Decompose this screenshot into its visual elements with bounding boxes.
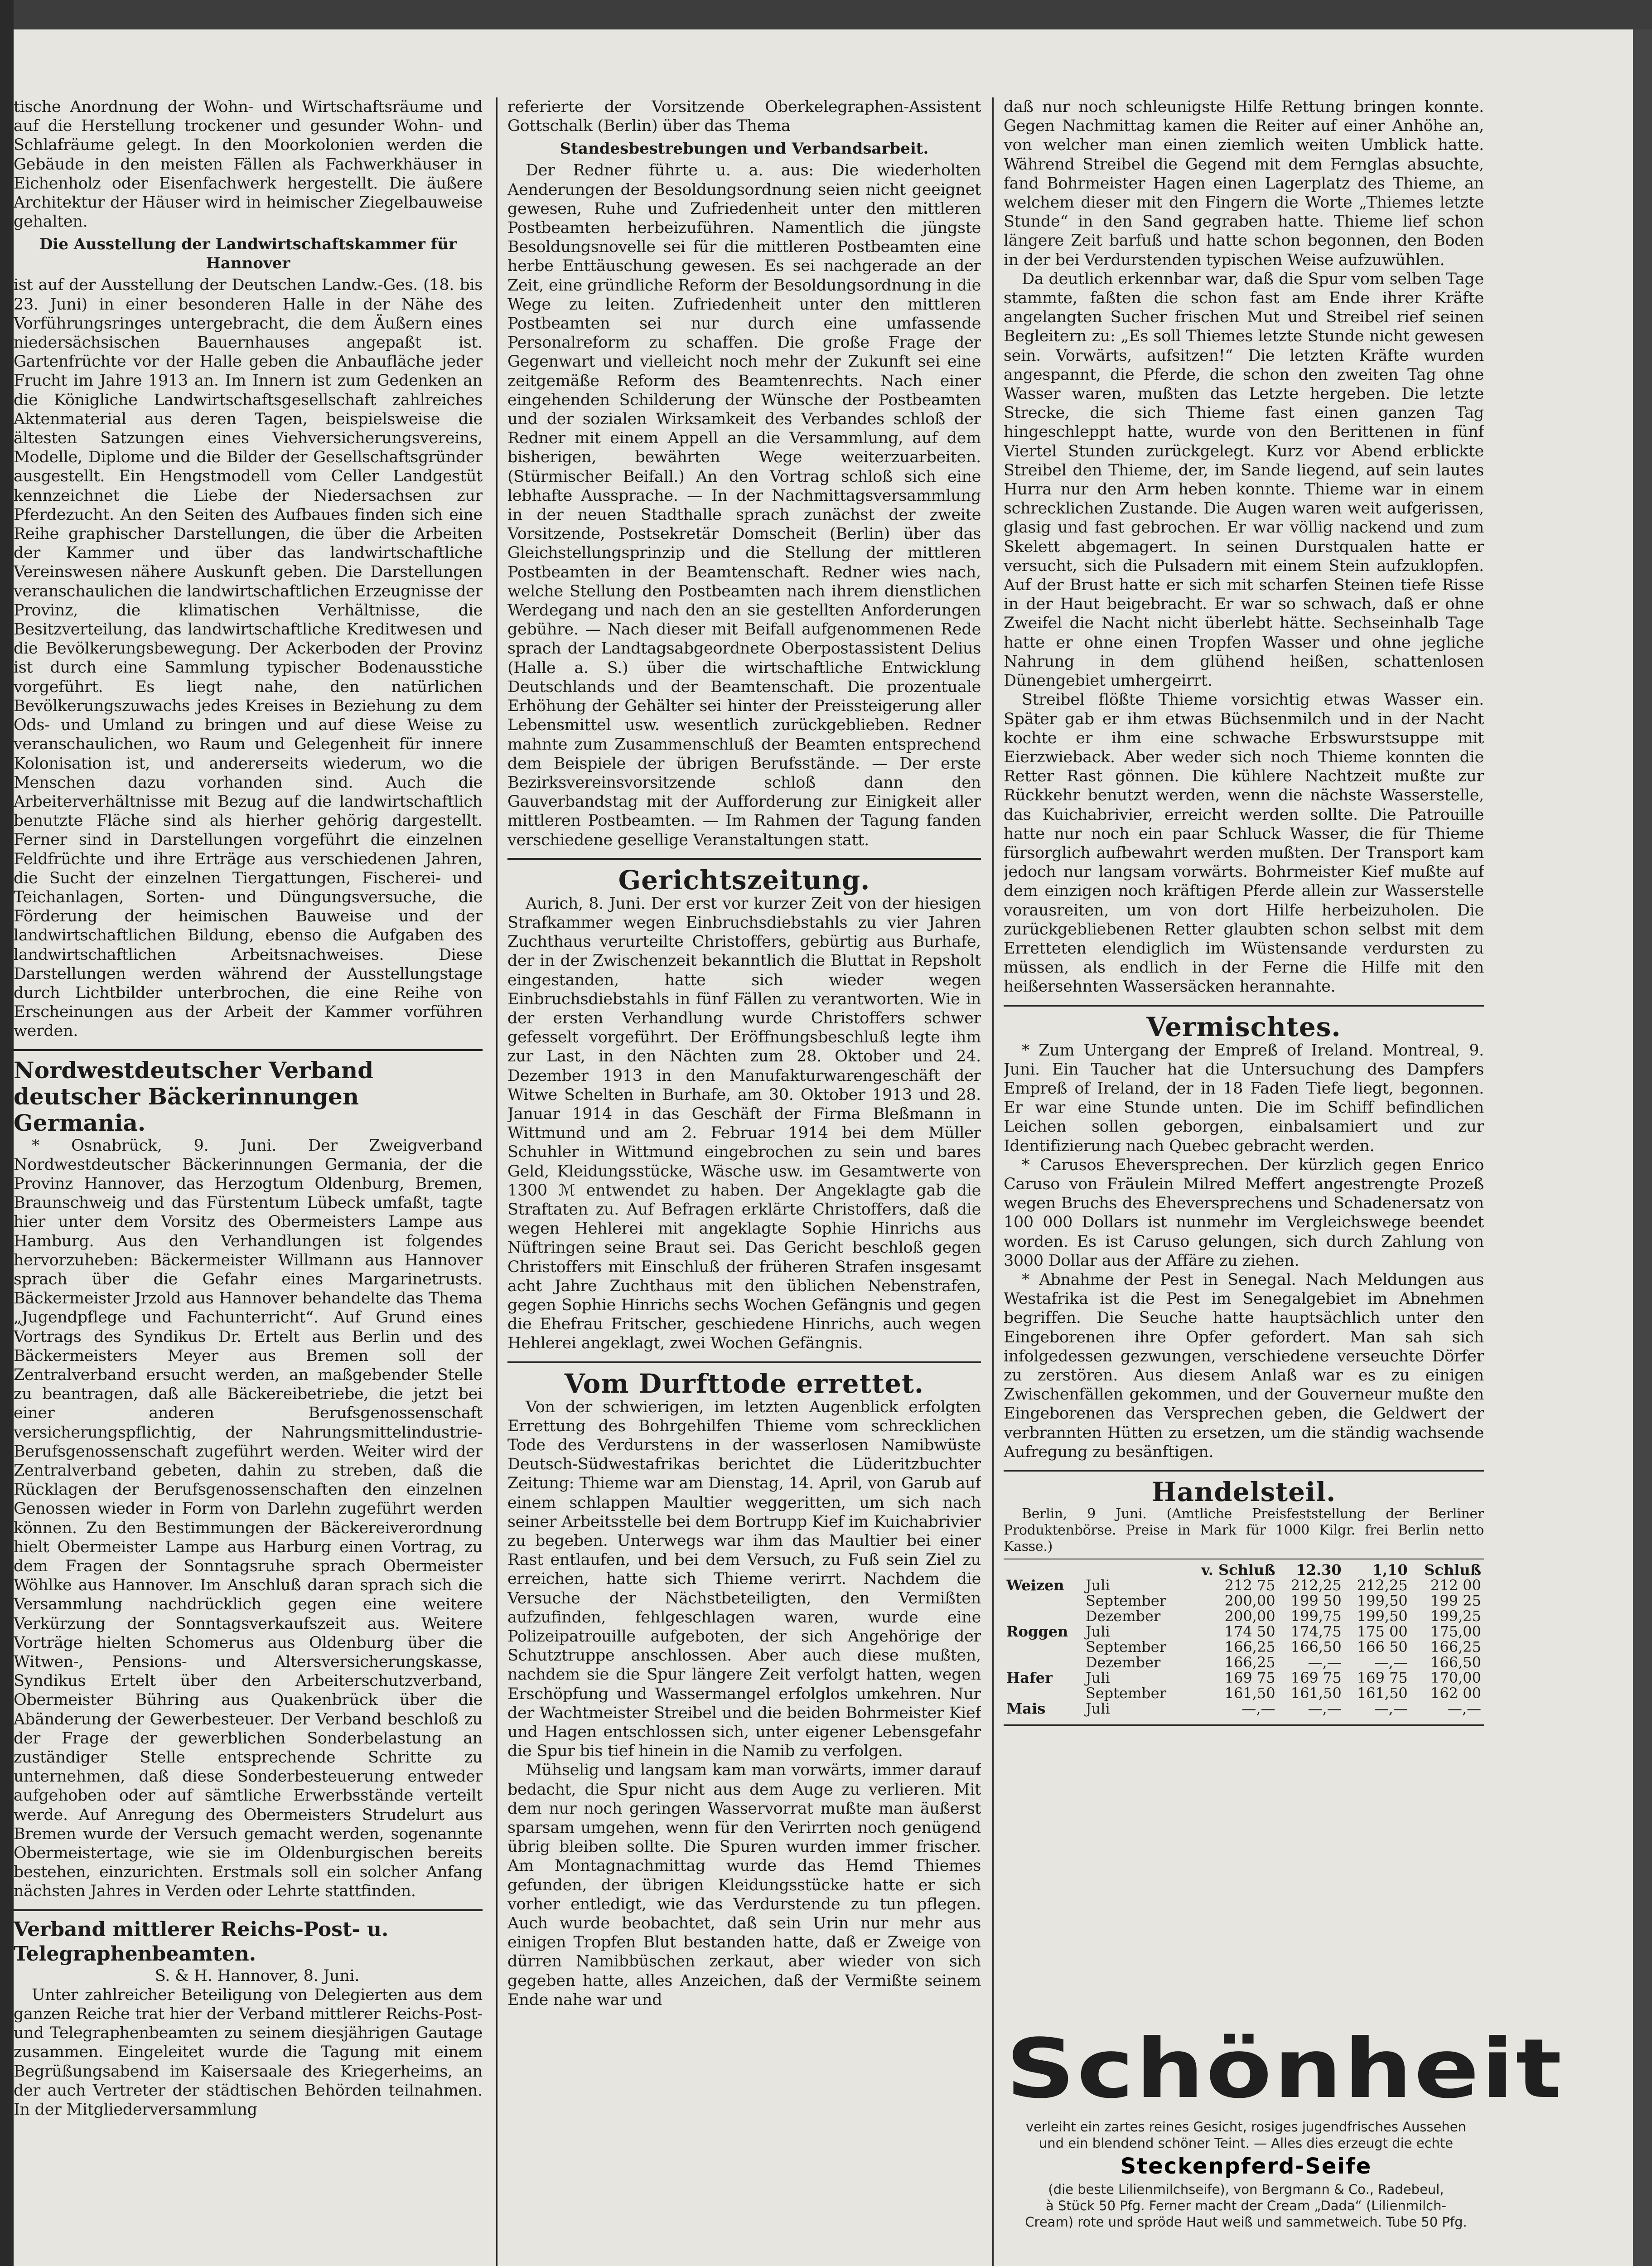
table-rule xyxy=(1004,1724,1484,1726)
ad-text: (die beste Lilienmilchseife), von Bergmann & Co., Radebeul, xyxy=(1048,2182,1444,2197)
table-row xyxy=(1004,1655,1484,1670)
price-cell: 169 75 xyxy=(1290,1669,1342,1687)
ad-headline: Schönheit xyxy=(1006,2021,1564,2116)
header-cell: 12.30 xyxy=(1296,1561,1342,1579)
section-heading: Nordwestdeutscher Verband deutscher Bäckerinnungen Germania. xyxy=(14,1056,374,1136)
table-row xyxy=(1004,1624,1484,1639)
header-cell: 1,10 xyxy=(1372,1561,1408,1579)
price-cell: 199,50 xyxy=(1357,1592,1408,1610)
price-cell: 212,25 xyxy=(1290,1577,1342,1594)
ad-text: Cream) rote und spröde Haut weiß und sammetweich. Tube 50 Pfg. xyxy=(1025,2214,1467,2230)
section-divider xyxy=(507,1361,981,1363)
table-row xyxy=(1004,1639,1484,1655)
article-text: ist auf der Ausstellung der Deutschen Landw.-Ges. (18. bis 23. Juni) in einer besonderen Halle in der Nähe des Vorführungsringes untergebracht, die dem Äußern eines niedersächsischen Bauernhauses angepaßt ist. Gartenfrüchte vor der Halle geben die Anbaufläche jeder Frucht im Jahre 1913 an. Im Innern ist zum Gedenken an die Königliche Landwirtschaftsgesellschaft zahlreiches Aktenmaterial aus deren Tagen, beispielsweise die ältesten Satzungen eines Viehversicherungsvereins, Modelle, Diplome und die Bilder der Gesellschaftsgründer ausgestellt. Ein Hengstmodell vom Celler Landgestüt kennzeichnet die Liebe der Niedersachsen zur Pferdezucht. An den Seiten des Aufbaues finden sich eine Reihe graphischer Darstellungen, die über die Arbeiten der Kammer und über das landwirtschaftliche Vereinswesen nähere Auskunft geben. Die Darstellungen veranschaulichen die landwirtschaftlichen Erzeugnisse der Provinz, die klimatischen Verhältnisse, die Besitzverteilung, das landwirtschaftliche Kreditwesen und die Bevölkerungsbewegung. Der Ackerboden der Provinz ist durch eine Sammlung typischer Bodenausstiche vorgeführt. Es liegt nahe, den natürlichen Bevölkerungszuwachs jedes Kreises in Beziehung zu dem Ods- und Umland zu bringen und auf diese Weise zu veranschaulichen, wo Raum und Gelegenheit für innere Kolonisation ist, und andererseits wiederum, wo die Menschen dazu vorhanden sind. Auch die Arbeiterverhältnisse mit Bezug auf die landwirtschaftlich benutzte Fläche sind als hierher gehörig dargestellt. Ferner sind in Darstellungen vorgeführt die einzelnen Feldfrüchte und ihre Erträge aus verschiedenen Jahren, die Sucht der einzelnen Tiergattungen, Fischerei- und Teichanlagen, Sorten- und Düngungsversuche, die Förderung der heimischen Bauweise und der landwirtschaftlichen Bildung, ebenso die Aufgaben des landwirtschaftlichen Arbeitsnachweises. Diese Darstellungen werden während der Ausstellungstage durch Lichtbilder unterbrochen, die eine Reihe von Erscheinungen aus der Arbeit der Kammer vorführen werden. xyxy=(14,276,483,1041)
article-text: * Osnabrück, 9. Juni. Der Zweigverband Nordwestdeutscher Bäckerinnungen Germania, der die Provinz Hannover, das Herzogtum Oldenburg, Bremen, Braunschweig und das Fürstentum Lübeck umfaßt, tagte hier unter dem Vorsitz des Obermeisters Lampe aus Hamburg. Aus den Verhandlungen ist folgendes hervorzuheben: Bäckermeister Willmann aus Hannover sprach über die Gefahr eines Margarinetrusts. Bäckermeister Jrzold aus Hannover behandelte das Thema „Jugendpflege und Fachunterricht“. Auf Grund eines Vortrags des Syndikus Dr. Ertelt aus Berlin und des Bäckermeisters Meyer aus Bremen soll der Zentralverband ersucht werden, an maßgebender Stelle zu beantragen, daß alle Bäckereibetriebe, die jetzt bei einer anderen Berufsgenossenschaft versicherungspflichtig, der Nahrungsmittelindustrie-Berufsgenossenschaft zugeführt werden. Weiter wird der Zentralverband gebeten, dahin zu streben, daß die Rücklagen der Berufsgenossenschaften den einzelnen Genossen wieder in Form von Darlehn zugeführt werden können. Zu den Bestimmungen der Bäckereiverordnung hielt Obermeister Lampe aus Harburg einen Vortrag, zu dem Fragen der Sonntagsruhe sprach Obermeister Wöhlke aus Hannover. Im Anschluß daran sprach sich die Versammlung nachdrücklich gegen eine weitere Verkürzung der Sonntagsverkaufszeit aus. Weitere Vorträge hielten Schomerus aus Oldenburg über die Witwen-, Pensions- und Altersversicherungskasse, Syndikus Ertelt über den Arbeiterschutzverband, Obermeister Bühring aus Quakenbrück über die Abänderung der Gewerbesteuer. Der Verband beschloß zu der Frage der gewerblichen Sonderbelastung an zuständiger Stelle entsprechende Schritte zu unternehmen, daß diese Sonderbesteuerung entweder aufgehoben oder auf sämtliche Erwerbsstände verteilt werde. Auf Anregung des Obermeisters Strudelurt aus Bremen wurde der Versuch gemacht werden, sogenannte Obermeistertage, wie sie im Oldenburgischen bereits bestehen, einzurichten. Erstmals soll ein solcher Anfang nächsten Jahres in Verden oder Lehrte stattfinden. xyxy=(14,1136,483,1901)
section-divider xyxy=(507,858,981,860)
price-cell: 166 50 xyxy=(1357,1638,1408,1656)
ad-product-name: Steckenpferd-Seife xyxy=(1120,2154,1372,2179)
table-header-row xyxy=(1004,1562,1484,1578)
price-cell: 212 00 xyxy=(1430,1577,1481,1594)
scan-background xyxy=(1633,29,1652,2266)
commodity-cell xyxy=(1004,1639,1083,1655)
term-cell: Dezember xyxy=(1085,1654,1161,1671)
news-item: * Abnahme der Pest in Senegal. Nach Meldungen aus Westafrika ist die Pest im Senegalgebiet im Abnehmen begriffen. Die Seuche hatte hauptsächlich unter den Eingeborenen ihre Opfer gefordert. Man sah sich infolgedessen gezwungen, verschiedene verseuchte Dörfer zu zerstören. Aus diesem Anlaß war es zu einigen Zwischenfällen gekommen, und der Gouverneur mußte den Eingeborenen das Versprechen geben, die Geldwert der verbrannten Hütten zu ersetzen, um die ständig wachsende Aufregung zu besänftigen. xyxy=(1004,1270,1484,1461)
section-divider xyxy=(14,1049,483,1051)
price-cell: —,— xyxy=(1374,1654,1408,1671)
price-cell: —,— xyxy=(1308,1700,1342,1718)
news-item: * Carusos Eheversprechen. Der kürzlich gegen Enrico Caruso von Fräulein Milred Meffert angestrengte Prozeß wegen Bruchs des Eheversprechens und Schadenersatz von 100 000 Dollars ist nunmehr im Vergleichswege beendet worden. Es ist Caruso gelungen, sich durch Zahlung von 3000 Dollar aus der Affäre zu ziehen. xyxy=(1004,1156,1484,1270)
article-text: Unter zahlreicher Beteiligung von Delegierten aus dem ganzen Reiche trat hier der Verband mittlerer Reichs-Post- und Telegraphenbeamten zu seinem diesjährigen Gautage zusammen. Eingeleitet wurde die Tagung mit einem Begrüßungsabend im Kaisersaale des Kriegerheims, an der auch Vertreter der städtischen Behörden teilnahmen. In der Mitgliederversammlung xyxy=(14,1985,483,2119)
term-cell: Juli xyxy=(1085,1623,1110,1641)
article-text: Streibel flößte Thieme vorsichtig etwas Wasser ein. Später gab er ihm etwas Büchsenmilch und in der Nacht kochte er ihm eine schwache Erbswurstsuppe mit Eierzwieback. Aber weder sich noch Thieme konnten die Retter Rast gönnen. Die kühlere Nachtzeit mußte zur Rückkehr benutzt werden, wenn die nächste Wasserstelle, das Kuichabrivier, erreicht werden sollte. Die Patrouille hatte nur noch ein paar Schluck Wasser, die für Thieme fürsorglich aufbewahrt werden mußten. Der Transport kam jedoch nur langsam vorwärts. Bohrmeister Kief mußte auf dem einzigen noch kräftigen Pferde allein zur Wasserstelle vorausreiten, um von dort Hilfe herbeizuholen. Die zurückgebliebenen Retter glaubten schon selbst mit dem Erretteten elendiglich im Wüstensande verdursten zu müssen, als endlich in der Ferne die Hilfe mit den heißersehnten Wassersäcken herannahte. xyxy=(1004,691,1484,996)
advertisement xyxy=(1006,2019,1564,2266)
price-cell: 166,25 xyxy=(1224,1638,1275,1656)
price-table xyxy=(1004,1562,1484,1716)
ad-text: verleiht ein zartes reines Gesicht, rosiges jugendfrisches Aussehen xyxy=(1025,2119,1467,2135)
section-heading: Verband mittlerer Reichs-Post- u. Telegraphenbeamten. xyxy=(14,1917,389,1966)
newspaper-page xyxy=(14,29,1633,2266)
price-cell: 199 25 xyxy=(1430,1592,1481,1610)
dateline: S. & H. Hannover, 8. Juni. xyxy=(155,1966,360,1985)
header-cell: v. Schluß xyxy=(1201,1561,1275,1579)
article-text: Da deutlich erkennbar war, daß die Spur vom selben Tage stammte, faßten die schon fast am Ende ihrer Kräfte angelangten Sucher frischen Mut und Streibel rief seinen Begleitern zu: „Es soll Thiemes letzte Stunde nicht gewesen sein. Vorwärts, aufsitzen!“ Die letzten Kräfte wurden angespannt, die Pferde, die schon den zweiten Tag ohne Wasser waren, mußten das Letzte hergeben. Die letzte Strecke, die sich Thieme fast einen ganzen Tag hingeschleppt hatte, wurde von den Berittenen in fünf Viertel Stunden zurückgelegt. Kurz vor Abend erblickte Streibel den Thieme, der, im Sande liegend, auf sein lautes Hurra nur den Arm heben konnte. Thieme war in einem schrecklichen Zustande. Die Augen waren weit aufgerissen, glasig und fast gebrochen. Er war völlig nackend und zum Skelett abgemagert. In seinen Durstqualen hatte er versucht, sich die Pulsadern mit einem Stein aufzuklopfen. Auf der Brust hatte er sich mit scharfen Steinen tiefe Risse in der Haut beigebracht. Er war so schwach, daß er ohne Zweifel die Nacht nicht überlebt hätte. Sechseinhalb Tage hatte er ohne einen Tropfen Wasser und ohne jegliche Nahrung in dem glühend heißen, schattenlosen Dünengebiet umhergeirrt. xyxy=(1004,270,1484,690)
commodity-cell xyxy=(1004,1655,1083,1670)
price-cell: 169 75 xyxy=(1357,1669,1408,1687)
price-cell: —,— xyxy=(1308,1654,1342,1671)
table-row xyxy=(1004,1593,1484,1608)
price-cell: 200,00 xyxy=(1224,1592,1275,1610)
commodity-cell: Weizen xyxy=(1006,1577,1064,1594)
commodity-cell xyxy=(1004,1685,1083,1701)
price-cell: 166,50 xyxy=(1430,1654,1481,1671)
price-cell: —,— xyxy=(1241,1700,1275,1718)
table-row xyxy=(1004,1578,1484,1593)
price-cell: 169 75 xyxy=(1224,1669,1275,1687)
price-cell: 200,00 xyxy=(1224,1608,1275,1625)
article-heading: Die Ausstellung der Landwirtschaftskammer für Hannover xyxy=(39,235,457,273)
header-cell xyxy=(1004,1562,1083,1578)
price-cell: 161,50 xyxy=(1357,1685,1408,1702)
section-divider xyxy=(1004,1470,1484,1472)
commodity-cell xyxy=(1004,1608,1083,1624)
price-cell: 174 50 xyxy=(1224,1623,1275,1641)
commodity-cell: Roggen xyxy=(1006,1623,1068,1641)
table-row xyxy=(1004,1701,1484,1716)
term-cell: September xyxy=(1085,1685,1167,1702)
table-row xyxy=(1004,1685,1484,1701)
adjacent-page-edge xyxy=(0,0,14,2266)
section-heading: Gerichtszeitung. xyxy=(618,864,870,896)
section-divider xyxy=(14,1909,483,1911)
price-cell: 175,00 xyxy=(1430,1623,1481,1641)
table-row xyxy=(1004,1608,1484,1624)
table-row xyxy=(1004,1670,1484,1685)
commodity-cell: Hafer xyxy=(1006,1669,1053,1687)
price-cell: 170,00 xyxy=(1430,1669,1481,1687)
article-text: Mühselig und langsam kam man vorwärts, immer darauf bedacht, die Spur nicht aus dem Auge zu verlieren. Mit dem nur noch geringen Wasservorrat mußte man äußerst sparsam umgehen, wenn für den Verirrten noch genügend übrig bleiben sollte. Die Spuren wurden immer frischer. Am Montagnachmittag wurde das Hemd Thiemes gefunden, der übrigen Kleidungsstücke hatte er sich vorher entledigt, wie das Verdurstende zu tun pflegen. Auch wurde beobachtet, daß sein Urin nur mehr aus einigen Tropfen Blut bestanden hatte, daß er Zweige von dürren Namibbüschen zerkaut, aber wieder von sich gegeben hatte, alles Anzeichen, daß der Vermißte seinem Ende nahe war und xyxy=(507,1761,981,2009)
price-cell: 199,75 xyxy=(1290,1608,1342,1625)
price-cell: 175 00 xyxy=(1357,1623,1408,1641)
term-cell: Juli xyxy=(1085,1669,1110,1687)
term-cell: Dezember xyxy=(1085,1608,1161,1625)
article-text: referierte der Vorsitzende Oberkelegraphen-Assistent Gottschalk (Berlin) über das Thema xyxy=(507,98,981,136)
news-item: * Zum Untergang der Empreß of Ireland. Montreal, 9. Juni. Ein Taucher hat die Untersuchung des Dampfers Empreß of Ireland, der in 18 Faden Tiefe liegt, begonnen. Er war eine Stunde unten. Die im Schiff befindlichen Leichen sollen geborgen, einbalsamiert und zur Identifizierung nach Quebec gebracht werden. xyxy=(1004,1041,1484,1155)
price-cell: 161,50 xyxy=(1224,1685,1275,1702)
header-cell xyxy=(1083,1562,1184,1578)
price-cell: 166,25 xyxy=(1430,1638,1481,1656)
price-cell: 174,75 xyxy=(1290,1623,1342,1641)
article-text: daß nur noch schleunigste Hilfe Rettung bringen konnte. Gegen Nachmittag kamen die Reiter auf einer Anhöhe an, von welcher man einen ziemlich weiten Umblick hatte. Während Streibel die Gegend mit dem Fernglas absuchte, fand Bohrmeister Hagen einen Lagerplatz des Thieme, an welchem dieser mit den Fingern die Worte „Thiemes letzte Stunde“ in den Sand gegraben hatte. Thieme lief schon längere Zeit barfuß und hatte schon begonnen, den Boden in der bei Verdurstenden typischen Weise aufzuwühlen. xyxy=(1004,98,1484,269)
column-rule xyxy=(496,97,498,2266)
price-cell: —,— xyxy=(1447,1700,1481,1718)
article-text: Der Redner führte u. a. aus: Die wiederholten Aenderungen der Besoldungsordnung seien nicht geeignet gewesen, Ruhe und Zufriedenheit unter den mittleren Postbeamten herbeizuführen. Namentlich die jüngste Besoldungsnovelle sei für die mittleren Postbeamten eine herbe Enttäuschung gewesen. Es sei nachgerade an der Zeit, eine gründliche Reform der Besoldungsordnung in die Wege zu leiten. Zufriedenheit unter den mittleren Postbeamten sei nur durch eine umfassende Personalreform zu schaffen. Die große Frage der Gegenwart und vielleicht noch mehr der Zukunft sei eine zeitgemäße Reform des Beamtenrechts. Nach einer eingehenden Schilderung der Wünsche der Postbeamten und der sozialen Wirksamkeit des Verbandes schloß der Redner mit einem Appell an die Versammlung, auf dem bisherigen, bewährten Wege weiterzuarbeiten. (Stürmischer Beifall.) An den Vortrag schloß sich eine lebhafte Aussprache. — In der Nachmittagsversammlung in der neuen Stadthalle sprach zunächst der zweite Vorsitzende, Postsekretär Domscheit (Berlin) über das Gleichstellungsprinzip und die Stellung der mittleren Postbeamten in der Beamtenschaft. Redner wies nach, welche Stellung den Postbeamten nach ihrem dienstlichen Werdegang und nach den an sie gestellten Anforderungen gebühre. — Nach dieser mit Beifall aufgenommenen Rede sprach der Landtagsabgeordnete Oberpostassistent Delius (Halle a. S.) über die wirtschaftliche Entwicklung Deutschlands und der Beamtenschaft. Die prozentuale Erhöhung der Gehälter sei hinter der Preissteigerung aller Lebensmittel usw. wesentlich zurückgeblieben. Redner mahnte zum Zusammenschluß der Beamten entsprechend dem Beispiele der übrigen Berufsstände. — Der erste Bezirksvereinsvorsitzende schloß dann den Gauverbandstag mit der Aufforderung zur Einigkeit aller mittleren Postbeamten. — Im Rahmen der Tagung fanden verschiedene gesellige Veranstaltungen statt. xyxy=(507,161,981,849)
section-heading: Handelsteil. xyxy=(1151,1477,1336,1508)
article-text: Von der schwierigen, im letzten Augenblick erfolgten Errettung des Bohrgehilfen Thieme vom schrecklichen Tode des Verdurstens in der wasserlosen Namibwüste Deutsch-Südwestafrikas berichtet die Lüderitzbuchter Zeitung: Thieme war am Dienstag, 14. April, von Garub auf einem schlappen Maultier weggeritten, um sich nach seiner Arbeitsstelle bei dem Bortrupp Kief im Kuichabrivier zu begeben. Unterwegs war ihm das Maultier bei einer Rast entlaufen, und bei dem Versuch, zu Fuß sein Ziel zu erreichen, hatte sich Thieme verirrt. Nachdem die Versuche der Nächstbeteiligten, den Vermißten aufzufinden, fehlgeschlagen waren, wurde eine Polizeipatrouille aufgeboten, der sich Angehörige der Schutztruppe anschlossen. Aber auch diese mußten, nachdem sie die Spur längere Zeit verfolgt hatten, wegen Erschöpfung und Wassermangel erfolglos umkehren. Nur der Wachtmeister Streibel und die beiden Bohrmeister Kief und Hagen entschlossen sich, unter eigener Lebensgefahr die Spur bis tief hinein in die Namib zu verfolgen. xyxy=(507,1398,981,1761)
price-cell: 199,50 xyxy=(1357,1608,1408,1625)
section-heading: Vermischtes. xyxy=(1146,1011,1341,1042)
column-rule xyxy=(992,97,994,2266)
term-cell: Juli xyxy=(1085,1700,1110,1718)
ad-text: und ein blendend schöner Teint. — Alles dies erzeugt die echte xyxy=(1039,2135,1454,2151)
market-note: Berlin, 9 Juni. (Amtliche Preisfeststellung der Berliner Produktenbörse. Preise in Mark für 1000 Kilgr. frei Berlin netto Kasse.) xyxy=(1004,1506,1484,1555)
price-cell: —,— xyxy=(1374,1700,1408,1718)
column-2 xyxy=(507,97,981,2266)
section-heading: Vom Durfttode errettet. xyxy=(564,1368,924,1399)
section-divider xyxy=(1004,1005,1484,1007)
price-cell: 161,50 xyxy=(1290,1685,1342,1702)
column-3 xyxy=(1004,97,1484,2001)
price-cell: 199 50 xyxy=(1290,1592,1342,1610)
price-cell: 162 00 xyxy=(1430,1685,1481,1702)
commodity-cell: Mais xyxy=(1006,1700,1046,1718)
price-cell: 166,50 xyxy=(1290,1638,1342,1656)
term-cell: September xyxy=(1085,1638,1167,1656)
ad-text: à Stück 50 Pfg. Ferner macht der Cream „Dada“ (Lilienmilch- xyxy=(1046,2198,1446,2213)
term-cell: September xyxy=(1085,1592,1167,1610)
price-cell: 212 75 xyxy=(1224,1577,1275,1594)
article-text: tische Anordnung der Wohn- und Wirtschaftsräume und auf die Herstellung trockener und gesunder Wohn- und Schlafräume gelegt. In den Moorkolonien werden die Gebäude in den meisten Fällen als Fachwerkhäuser in Eichenholz oder Eisenfachwerk hergestellt. Die äußere Architektur der Häuser wird in heimischer Ziegelbauweise gehalten. xyxy=(14,98,483,231)
article-text: Aurich, 8. Juni. Der erst vor kurzer Zeit von der hiesigen Strafkammer wegen Einbruchsdiebstahls zu vier Jahren Zuchthaus verurteilte Christoffers, gebürtig aus Burhafe, der in der Zwischenzeit bekanntlich die Bluttat in Repsholt eingestanden, hatte sich wieder wegen Einbruchsdiebstahls in fünf Fällen zu verantworten. Wie in der ersten Verhandlung wurde Christoffers schwer gefesselt vorgeführt. Der Eröffnungsbeschluß legte ihm zur Last, in den Nächten zum 28. Oktober und 24. Dezember 1913 in den Manufakturwarengeschäft der Witwe Schelten in Burhafe, am 30. Oktober 1913 und 28. Januar 1914 in das Geschäft der Firma Bleßmann in Wittmund und am 2. Februar 1914 bei dem Müller Schuhler in Wittmund eingebrochen zu sein und bares Geld, Kleidungsstücke, Wäsche usw. im Gesamtwerte von 1300 ℳ entwendet zu haben. Der Angeklagte gab die Straftaten zu. Auf Befragen erklärte Christoffers, daß die wegen Hehlerei mit angeklagte Sophie Hinrichs aus Nüftringen seine Braut sei. Das Gericht beschloß gegen Christoffers mit Einschluß der früheren Strafen insgesamt acht Jahre Zuchthaus mit den üblichen Nebenstrafen, gegen Sophie Hinrichs sechs Wochen Gefängnis und gegen die Ehefrau Fritscher, geschiedene Hinrichs, auch wegen Hehlerei angeklagt, zwei Wochen Gefängnis. xyxy=(507,894,981,1353)
column-1 xyxy=(14,97,483,2266)
term-cell: Juli xyxy=(1085,1577,1110,1594)
article-heading: Standesbestrebungen und Verbandsarbeit. xyxy=(560,140,929,158)
header-cell: Schluß xyxy=(1424,1561,1481,1579)
commodity-cell xyxy=(1004,1593,1083,1608)
price-cell: 166,25 xyxy=(1224,1654,1275,1671)
price-cell: 199,25 xyxy=(1430,1608,1481,1625)
price-cell: 212,25 xyxy=(1357,1577,1408,1594)
